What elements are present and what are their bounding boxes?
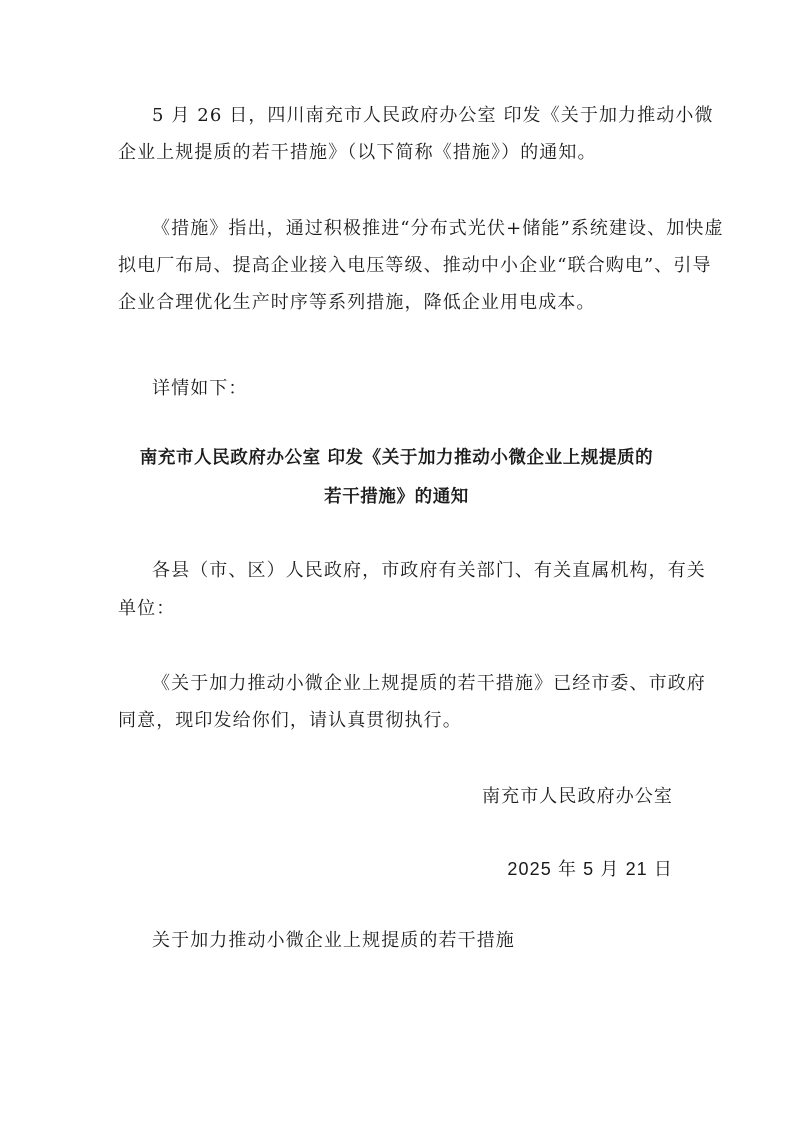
signature: 南充市人民政府办公室 bbox=[482, 786, 673, 807]
summary-line-1: 《措施》指出，通过积极推进“分布式光伏+储能”系统建设、加快虚 bbox=[152, 218, 724, 239]
issue-date: 2025 年 5 月 21 日 bbox=[507, 859, 673, 879]
summary-line-2: 拟电厂布局、提高企业接入电压等级、推动中小企业“联合购电”、引导 bbox=[118, 255, 712, 276]
measures-heading: 关于加力推动小微企业上规提质的若干措施 bbox=[152, 930, 515, 951]
intro-line-2: 企业上规提质的若干措施》（以下简称《措施》）的通知。 bbox=[118, 142, 597, 163]
details-label: 详情如下： bbox=[152, 378, 248, 399]
salutation-line-2: 单位： bbox=[118, 598, 176, 619]
intro-line-1: 5 月 26 日，四川南充市人民政府办公室 印发《关于加力推动小微 bbox=[152, 105, 714, 126]
summary-line-3: 企业合理优化生产时序等系列措施，降低企业用电成本。 bbox=[118, 292, 596, 313]
notice-title-line-1: 南充市人民政府办公室 印发《关于加力推动小微企业上规提质的 bbox=[139, 448, 654, 468]
notice-title-line-2: 若干措施》的通知 bbox=[324, 487, 469, 507]
salutation-line-1: 各县（市、区）人民政府，市政府有关部门、有关直属机构，有关 bbox=[152, 560, 706, 581]
body-line-1: 《关于加力推动小微企业上规提质的若干措施》已经市委、市政府 bbox=[152, 673, 706, 694]
body-line-2: 同意，现印发给你们，请认真贯彻执行。 bbox=[118, 710, 462, 731]
